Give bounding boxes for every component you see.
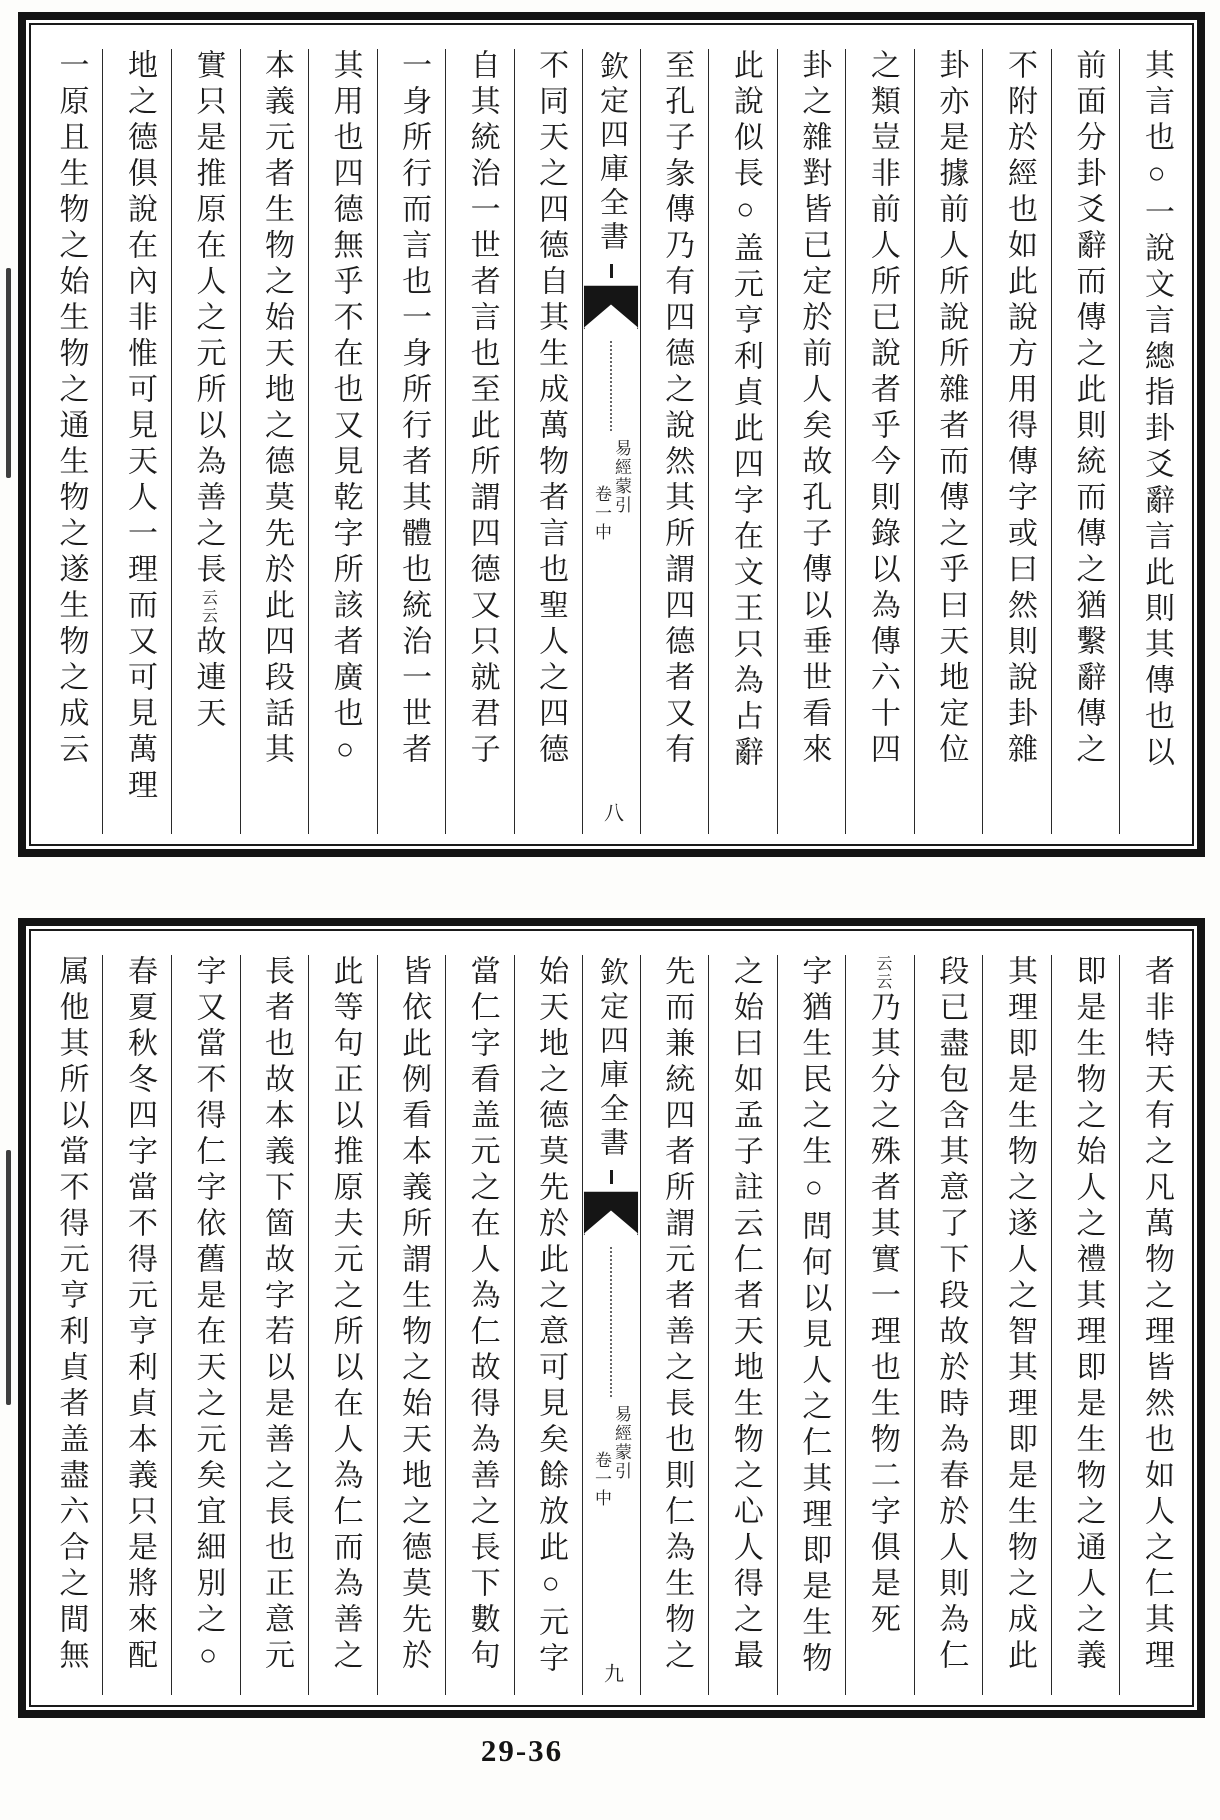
column-text: 先而兼統四者所謂元者善之長也則仁為生物之 — [660, 955, 694, 1675]
text-column — [845, 49, 914, 834]
text-column — [1119, 955, 1188, 1695]
column-text: 前面分卦爻辭而傳之此則統而傳之猶繫辭傳之 — [1071, 49, 1105, 769]
column-text: 地之德俱說在內非惟可見天人一理而又可見萬理 — [122, 49, 156, 805]
fishtail-icon — [583, 1191, 639, 1237]
column-text: 一身所行而言也一身所行者其體也統治一世者 — [397, 49, 431, 769]
text-column — [845, 955, 914, 1695]
column-text: 段已盡包含其意了下段故於時為春於人則為仁 — [934, 955, 968, 1675]
banxin-column — [582, 955, 640, 1695]
folio-page-top — [18, 12, 1205, 857]
folio-page-bottom — [18, 918, 1205, 1718]
text-column — [171, 955, 240, 1695]
text-column — [1051, 49, 1120, 834]
column-text: 字又當不得仁字依舊是在天之元矣宜細別之○ — [191, 955, 225, 1678]
banxin-titles — [593, 1405, 630, 1508]
column-text: 此等句正以推原夫元之所以在人為仁而為善之 — [328, 955, 362, 1675]
text-column — [102, 955, 171, 1695]
archive-page-number: 29-36 — [480, 1733, 564, 1768]
scan-artifact — [6, 1150, 11, 1405]
series-title: 欽定四庫全書 — [595, 957, 628, 1161]
page-frame — [29, 929, 1194, 1707]
inline-annotation: 云云 — [873, 955, 891, 991]
column-text: 春夏秋冬四字當不得元亨利貞本義只是將來配 — [122, 955, 156, 1675]
text-column — [708, 955, 777, 1695]
text-column — [708, 49, 777, 834]
column-text: 者非特天有之凡萬物之理皆然也如人之仁其理 — [1140, 955, 1173, 1675]
text-column — [240, 955, 309, 1695]
text-column — [445, 49, 514, 834]
column-text: 不附於經也如此說方用得傳字或曰然則說卦雜 — [1002, 49, 1036, 769]
column-text: 卦之雜對皆已定於前人矣故孔子傳以垂世看來 — [797, 49, 831, 769]
text-columns — [31, 931, 1192, 1705]
text-column — [982, 955, 1051, 1695]
guide-dash — [610, 1170, 613, 1184]
column-text: 此說似長○盖元亨利貞此四字在文王只為占辭 — [728, 49, 762, 772]
column-text: 其理即是生物之遂人之智其理即是生物之成此 — [1002, 955, 1036, 1675]
chapter-label: 卷一中 — [591, 485, 611, 542]
column-text: 長者也故本義下箇故字若以是善之長也正意元 — [260, 955, 294, 1675]
column-text: 之始曰如孟子註云仁者天地生物之心人得之最 — [728, 955, 762, 1675]
column-text: 實只是推原在人之元所以為善之長 — [191, 49, 225, 589]
fishtail-icon — [583, 285, 639, 331]
text-column — [514, 49, 583, 834]
text-column — [1051, 955, 1120, 1695]
column-text: 卦亦是據前人所說所雜者而傳之乎曰天地定位 — [934, 49, 968, 769]
column-text: 當仁字看盖元之在人為仁故得為善之長下數句 — [465, 955, 499, 1675]
text-column — [171, 49, 240, 834]
column-text: 始天地之德莫先於此之意可見矣餘放此○元字 — [534, 955, 568, 1678]
text-column — [445, 955, 514, 1695]
column-text: 其用也四德無乎不在也又見乾字所該者廣也○ — [328, 49, 362, 772]
book-title: 易經蒙引 — [611, 439, 631, 515]
text-columns — [31, 25, 1192, 844]
column-text: 皆依此例看本義所謂生物之始天地之德莫先於 — [397, 955, 431, 1675]
column-text: 故連天 — [191, 625, 225, 733]
text-column — [1119, 49, 1188, 834]
column-text: 字猶生民之生○問何以見人之仁其理即是生物 — [797, 955, 831, 1678]
column-text: 本義元者生物之始天地之德莫先於此四段話其 — [260, 49, 294, 769]
text-column — [640, 955, 709, 1695]
chapter-label: 卷一中 — [591, 1451, 611, 1508]
column-text: 其言也○一說文言總指卦爻辭言此則其傳也以 — [1140, 49, 1173, 772]
guide-rule — [610, 341, 612, 431]
folio-number: 八 — [600, 802, 623, 822]
page-frame — [29, 23, 1194, 846]
text-column — [377, 49, 446, 834]
banxin-titles — [593, 439, 630, 542]
column-text: 自其統治一世者言也至此所謂四德又只就君子 — [465, 49, 499, 769]
text-column — [640, 49, 709, 834]
column-text: 至孔子彖傳乃有四德之說然其所謂四德者又有 — [660, 49, 694, 769]
scan-artifact — [6, 268, 11, 478]
guide-rule — [610, 1247, 612, 1397]
text-column — [308, 49, 377, 834]
text-column — [102, 49, 171, 834]
column-text: 乃其分之殊者其實一理也生物二字俱是死 — [865, 991, 899, 1639]
guide-dash — [610, 264, 613, 278]
column-text: 之類豈非前人所已說者乎今則錄以為傳六十四 — [865, 49, 899, 769]
inline-annotation: 云云 — [199, 589, 217, 625]
banxin-column — [582, 49, 640, 834]
column-text: 属他其所以當不得元亨利貞者盖盡六合之間無 — [54, 955, 88, 1675]
column-text: 即是生物之始人之禮其理即是生物之通人之義 — [1071, 955, 1105, 1675]
text-column — [35, 955, 103, 1695]
text-column — [514, 955, 583, 1695]
column-text: 一原且生物之始生物之通生物之遂生物之成云 — [54, 49, 88, 769]
book-title: 易經蒙引 — [611, 1405, 631, 1481]
text-column — [377, 955, 446, 1695]
text-column — [35, 49, 103, 834]
text-column — [240, 49, 309, 834]
text-column — [308, 955, 377, 1695]
folio-number: 九 — [600, 1663, 623, 1683]
text-column — [982, 49, 1051, 834]
series-title: 欽定四庫全書 — [595, 51, 628, 255]
text-column — [777, 955, 846, 1695]
text-column — [777, 49, 846, 834]
text-column — [914, 49, 983, 834]
text-column — [914, 955, 983, 1695]
column-text: 不同天之四德自其生成萬物者言也聖人之四德 — [534, 49, 568, 769]
